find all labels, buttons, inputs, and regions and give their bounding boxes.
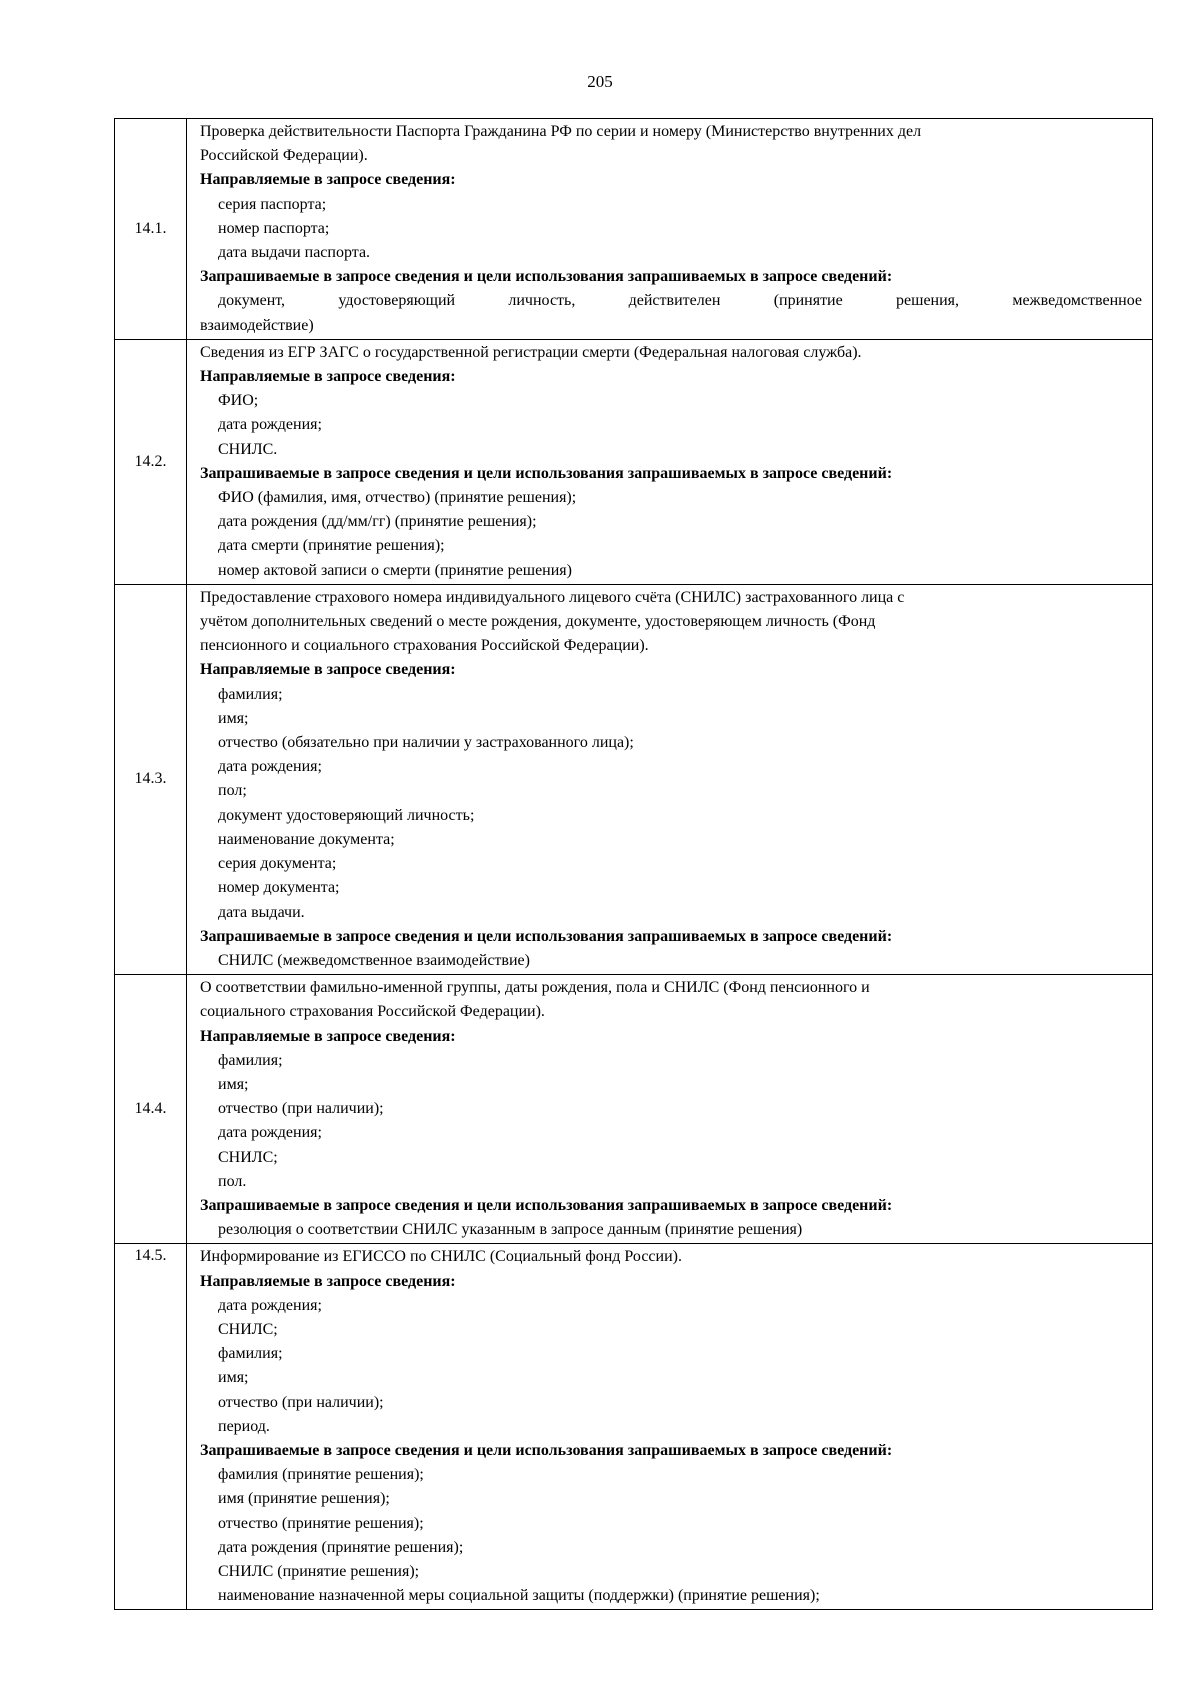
row-number: 14.3. [115,584,187,974]
table-row [115,1244,1153,1610]
list-item: фамилия; [218,1051,283,1069]
content-line: О соответствии фамильно-именной группы, даты рождения, пола и СНИЛС (Фонд пенсионного и [200,979,870,997]
list-item: СНИЛС (принятие решения); [218,1562,420,1580]
list-item: дата рождения; [218,416,322,434]
table-row [115,119,1153,340]
row-number: 14.2. [115,339,187,584]
list-item: дата выдачи паспорта. [218,244,371,262]
list-item: пол; [218,782,247,800]
row-number: 14.1. [115,119,187,340]
row-content [187,975,1153,1244]
table-row [115,975,1153,1244]
content-line: пенсионного и социального страхования Российской Федерации). [200,637,649,655]
list-item: наименование назначенной меры социальной защиты (поддержки) (принятие решения); [218,1587,820,1605]
list-item: имя (принятие решения); [218,1490,390,1508]
requests-table [114,118,1153,1610]
list-item: дата рождения; [218,1296,322,1314]
list-item: дата рождения; [218,1124,322,1142]
table-row [115,339,1153,584]
list-item: ФИО; [218,392,259,410]
list-item: СНИЛС (межведомственное взаимодействие) [218,951,530,969]
section-heading: Направляемые в запросе сведения: [200,368,456,386]
section-heading: Направляемые в запросе сведения: [200,1272,456,1290]
row-content [187,1244,1153,1610]
row-content [187,119,1153,340]
list-item: дата рождения (дд/мм/гг) (принятие решения); [218,513,537,531]
list-item: СНИЛС. [218,440,278,458]
table-row [115,584,1153,974]
row-number: 14.5. [115,1244,187,1610]
content-line: учётом дополнительных сведений о месте рождения, документе, удостоверяющем личность (Фонд [200,613,876,631]
list-item: отчество (обязательно при наличии у застрахованного лица); [218,734,634,752]
content-line: Российской Федерации). [200,147,368,165]
list-item: имя; [218,1369,249,1387]
section-heading: Запрашиваемые в запросе сведения и цели использования запрашиваемых в запросе сведений: [200,464,893,482]
requests-table-body [115,119,1153,1610]
list-item: номер паспорта; [218,219,330,237]
content-line: взаимодействие) [200,316,314,334]
list-item: отчество (при наличии); [218,1393,384,1411]
list-item: дата рождения (принятие решения); [218,1538,464,1556]
list-item: фамилия; [218,685,283,703]
list-item: СНИЛС; [218,1320,278,1338]
section-heading: Запрашиваемые в запросе сведения и цели использования запрашиваемых в запросе сведений: [200,1196,893,1214]
list-item: имя; [218,709,249,727]
content-line: Информирование из ЕГИССО по СНИЛС (Социальный фонд России). [200,1248,682,1266]
list-item: отчество (принятие решения); [218,1514,424,1532]
list-item: серия документа; [218,855,337,873]
list-item: период. [218,1417,270,1435]
section-heading: Запрашиваемые в запросе сведения и цели использования запрашиваемых в запросе сведений: [200,927,893,945]
content-line: Предоставление страхового номера индивидуального лицевого счёта (СНИЛС) застрахованного лица с [200,588,905,606]
section-heading: Запрашиваемые в запросе сведения и цели использования запрашиваемых в запросе сведений: [200,268,893,286]
list-item: фамилия; [218,1345,283,1363]
list-item: серия паспорта; [218,195,327,213]
content-line: социального страхования Российской Федерации). [200,1003,545,1021]
list-item: номер документа; [218,879,340,897]
list-item: дата выдачи. [218,903,305,921]
list-item: имя; [218,1075,249,1093]
section-heading: Запрашиваемые в запросе сведения и цели использования запрашиваемых в запросе сведений: [200,1441,893,1459]
section-heading: Направляемые в запросе сведения: [200,171,456,189]
list-item: пол. [218,1172,247,1190]
list-item: документ удостоверяющий личность; [218,806,475,824]
content-line: Проверка действительности Паспорта Гражданина РФ по серии и номеру (Министерство внутренних дел [200,123,922,140]
list-item: фамилия (принятие решения); [218,1466,424,1484]
row-content [187,339,1153,584]
list-item: дата рождения; [218,758,322,776]
section-heading: Направляемые в запросе сведения: [200,1027,456,1045]
list-item: резолюция о соответствии СНИЛС указанным в запросе данным (принятие решения) [218,1221,803,1239]
row-content [187,584,1153,974]
content-line: Сведения из ЕГР ЗАГС о государственной регистрации смерти (Федеральная налоговая служба). [200,343,862,361]
section-heading: Направляемые в запросе сведения: [200,661,456,679]
list-item: наименование документа; [218,830,395,848]
list-item: ФИО (фамилия, имя, отчество) (принятие решения); [218,489,577,507]
page-number: 205 [587,72,613,91]
list-item: отчество (при наличии); [218,1100,384,1118]
list-item: документ, удостоверяющий личность, действителен (принятие решения, межведомственное [218,292,1142,310]
list-item: дата смерти (принятие решения); [218,537,445,555]
list-item: номер актовой записи о смерти (принятие решения) [218,561,572,579]
row-number: 14.4. [115,975,187,1244]
list-item: СНИЛС; [218,1148,278,1166]
